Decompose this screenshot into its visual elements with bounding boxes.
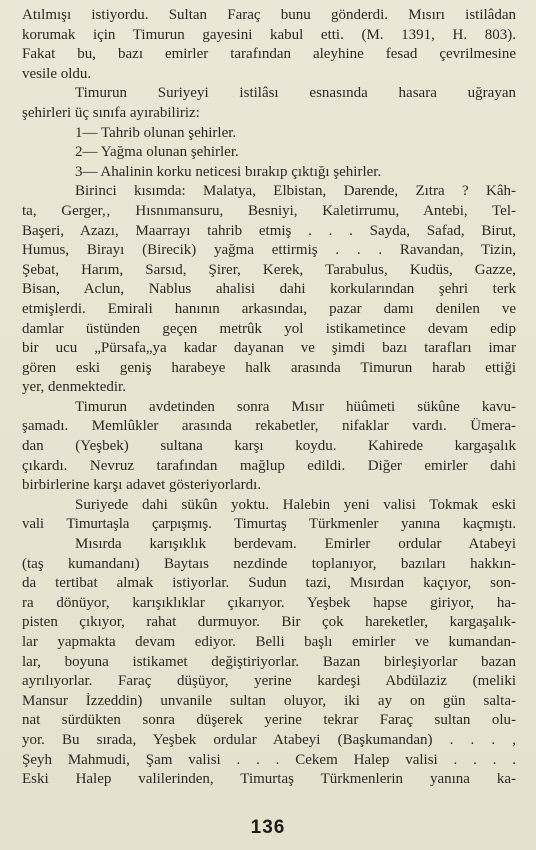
text-line: Eski Halep valilerinden, Timurtaş Türkmenlerin yanına ka- <box>22 771 516 788</box>
text-line: etmişlerdi. Emirali hanının arkasındaı, pazar damı denilen ve <box>22 300 516 317</box>
text-line: Fakat bu, bazı emirler tarafından aleyhine fesad çevrilmesine <box>22 46 516 63</box>
text-line: (taş kumandanı) Baytaıs nezdinde toplanıyor, bazıları hakkın- <box>22 555 516 572</box>
text-line: lar yapmakta devam ediyor. Belli başlı emirler ve kumandan- <box>22 634 516 650</box>
list-item: 3— Ahalinin korku neticesi bırakıp çıktığı şehirler. <box>75 163 382 180</box>
text-line: vali Timurtaşla çarpışmış. Timurtaş Türkmenler yanına kaçmıştı. <box>22 516 516 533</box>
text-line: yor. Bu sırada, Yeşbek ordular Atabeyi (Başkumandan) . . . , <box>22 731 516 748</box>
text-line: dan (Yeşbek) sultana karşı koydu. Kahirede kargaşalık <box>22 438 516 455</box>
text-line: Atılmışı istiyordu. Sultan Faraç bunu gönderdi. Mısırı istilâdan <box>22 7 516 23</box>
text-line: Humus, Birayı (Birecik) yağma ettirmiş . . . Ravandan, Tizin, <box>22 242 516 259</box>
text-line: nat sürdükten sonra düşerek yerine tekrar Faraç sultan olu- <box>22 712 516 729</box>
text-line: yer, denmektedir. <box>22 379 126 396</box>
text-line: şamadı. Memlûkler arasında rekabetler, nifaklar vardı. Ümera- <box>22 418 516 435</box>
text-line: vesile oldu. <box>22 65 92 82</box>
text-line: damlar üstünden geçen metrûk yol istikametince devam edip <box>22 320 516 337</box>
text-line: ra dönüyor, karışıklıklar çıkarıyor. Yeşbek hapse giriyor, ha- <box>22 594 516 611</box>
text-line: bir ucu „Pürsafa„ya kadar dayanan ve şimdi bazı tarafları imar <box>22 340 516 357</box>
text-line: da tertibat almak istiyorlar. Sudun tazi, Mısırdan kaçıyor, son- <box>22 575 516 592</box>
list-item: 2— Yağma olunan şehirler. <box>75 144 239 161</box>
text-line: Mansur İzzeddin) unvanile sultan oluyor, iki ay on gün salta- <box>22 692 516 709</box>
text-line: Birinci kısımda: Malatya, Elbistan, Darende, Zıtra ? Kâh- <box>75 183 516 200</box>
text-line: çıkardı. Nevruz tarafından mağlup edildi. Diğer emirler dahi <box>22 457 516 474</box>
body-text <box>22 6 516 790</box>
text-line: Başeri, Azazı, Maarrayı tahrib etmiş . . . Sayda, Safad, Birut, <box>22 222 516 239</box>
text-line: lar, boyuna istikamet değiştiriyorlar. Bazan birleşiyorlar bazan <box>22 653 516 670</box>
text-line: gören eski geniş harabeye halk arasında Timurun harab ettiği <box>22 359 516 376</box>
text-line: birbirlerine karşı adavet gösteriyorlardı. <box>22 477 262 494</box>
text-line: korumak için Timurun gayesini kabul etti. (M. 1391, H. 803). <box>22 26 516 43</box>
text-line: pisten çıkıyor, rahat durmuyor. Bir çok hareketler, kargaşalık- <box>22 614 516 631</box>
text-line: Suriyede dahi sükûn yoktu. Halebin yeni valisi Tokmak eski <box>75 496 516 513</box>
text-line: Timurun Suriyeyi istilâsı esnasında hasara uğrayan <box>75 85 516 102</box>
text-line: ayrılıyorlar. Faraç düşüyor, yerine kardeşi Abdülaziz (meliki <box>22 673 516 690</box>
text-line: Timurun avdetinden sonra Mısır hüûmeti sükûne kavu- <box>75 398 516 415</box>
text-line: ta, Gerger,‚ Hısnımansuru, Besniyi, Kaletirrumu, Antebi, Tel- <box>22 202 516 219</box>
page-number: 136 <box>250 817 286 838</box>
text-line: Bisan, Aclun, Nablus ahalisi dahi korkularından şehri terk <box>22 281 516 298</box>
text-line: Mısırda karışıklık berdevam. Emirler ordular Atabeyi <box>75 536 516 553</box>
text-line: Şeyh Mahmudi, Şam valisi . . . Cekem Halep valisi . . . . <box>22 751 516 768</box>
text-line: Şebat, Harım, Sarsıd, Şirer, Kerek, Tarabulus, Kudüs, Gazze, <box>22 261 516 278</box>
text-line: şehirleri üç sınıfa ayırabiliriz: <box>22 104 200 121</box>
list-item: 1— Tahrib olunan şehirler. <box>75 124 237 141</box>
